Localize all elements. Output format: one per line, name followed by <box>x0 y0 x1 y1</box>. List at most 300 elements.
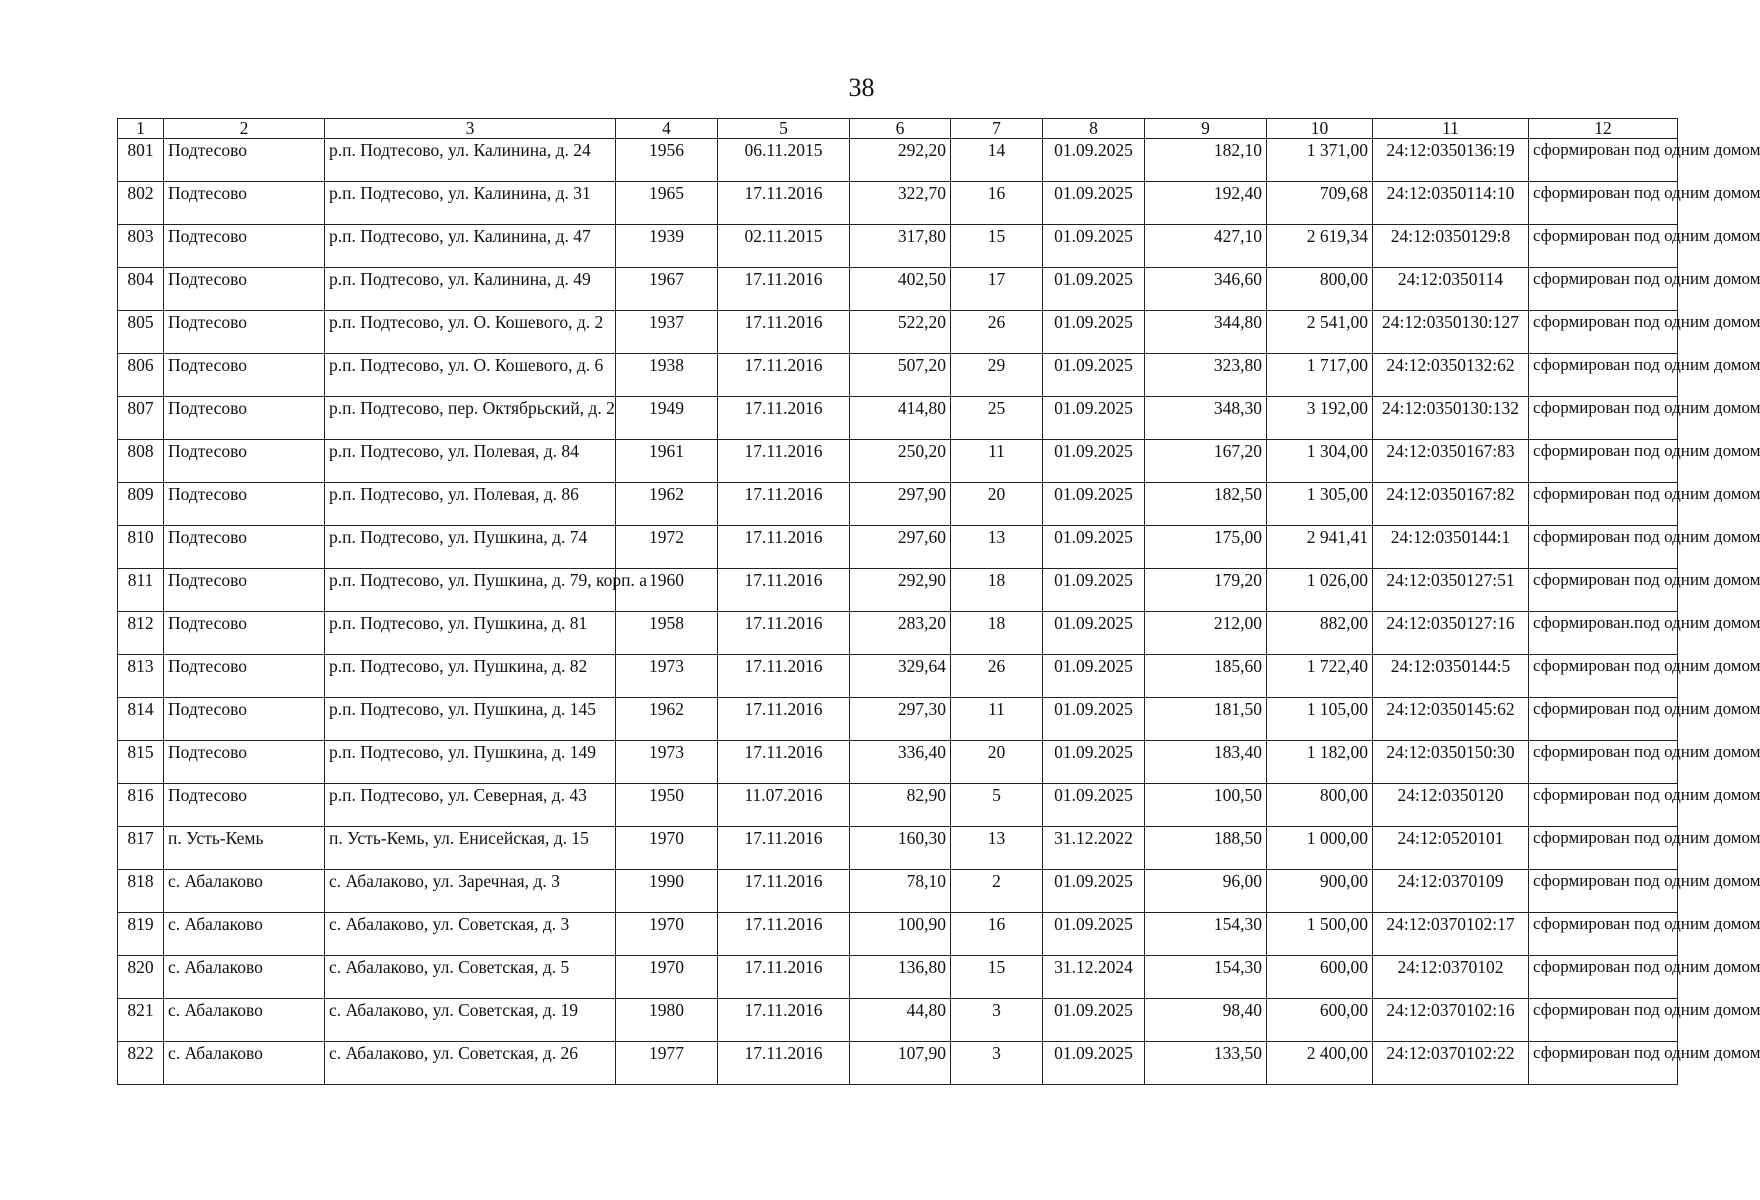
column-header: 8 <box>1043 119 1145 139</box>
land-status-cell: сформирован под одним домом <box>1529 741 1678 784</box>
year-built-cell: 1965 <box>616 182 718 225</box>
cadastral-number-cell: 24:12:0370109 <box>1373 870 1529 913</box>
address-cell: р.п. Подтесово, ул. Северная, д. 43 <box>325 784 616 827</box>
address-cell: п. Усть-Кемь, ул. Енисейская, д. 15 <box>325 827 616 870</box>
deadline-cell: 01.09.2025 <box>1043 1042 1145 1085</box>
cadastral-number-cell: 24:12:0350167:83 <box>1373 440 1529 483</box>
year-built-cell: 1977 <box>616 1042 718 1085</box>
residents-cell: 14 <box>951 139 1043 182</box>
address-cell: р.п. Подтесово, ул. О. Кошевого, д. 6 <box>325 354 616 397</box>
date-cell: 17.11.2016 <box>718 397 850 440</box>
settlement-cell: с. Абалаково <box>164 956 325 999</box>
cadastral-number-cell: 24:12:0350114:10 <box>1373 182 1529 225</box>
deadline-cell: 01.09.2025 <box>1043 913 1145 956</box>
settlement-cell: Подтесово <box>164 182 325 225</box>
settlement-cell: Подтесово <box>164 784 325 827</box>
land-status-cell: сформирован под одним домом <box>1529 440 1678 483</box>
cadastral-number-cell: 24:12:0520101 <box>1373 827 1529 870</box>
row-number-cell: 813 <box>118 655 164 698</box>
row-number-cell: 821 <box>118 999 164 1042</box>
table-row <box>118 139 1678 182</box>
row-number-cell: 816 <box>118 784 164 827</box>
column-header: 2 <box>164 119 325 139</box>
date-cell: 17.11.2016 <box>718 483 850 526</box>
column-header: 12 <box>1529 119 1678 139</box>
deadline-cell: 01.09.2025 <box>1043 354 1145 397</box>
cadastral-number-cell: 24:12:0350144:1 <box>1373 526 1529 569</box>
residents-cell: 11 <box>951 698 1043 741</box>
deadline-cell: 01.09.2025 <box>1043 139 1145 182</box>
cadastral-number-cell: 24:12:0350144:5 <box>1373 655 1529 698</box>
settlement-cell: Подтесово <box>164 612 325 655</box>
deadline-cell: 01.09.2025 <box>1043 612 1145 655</box>
residents-cell: 20 <box>951 741 1043 784</box>
settlement-cell: Подтесово <box>164 354 325 397</box>
land-status-cell: сформирован под одним домом <box>1529 526 1678 569</box>
settlement-cell: Подтесово <box>164 655 325 698</box>
value-9-cell: 192,40 <box>1145 182 1267 225</box>
value-10-cell: 900,00 <box>1267 870 1373 913</box>
table-row <box>118 526 1678 569</box>
date-cell: 17.11.2016 <box>718 569 850 612</box>
value-9-cell: 179,20 <box>1145 569 1267 612</box>
settlement-cell: Подтесово <box>164 440 325 483</box>
row-number-cell: 820 <box>118 956 164 999</box>
deadline-cell: 01.09.2025 <box>1043 440 1145 483</box>
value-9-cell: 100,50 <box>1145 784 1267 827</box>
residents-cell: 16 <box>951 913 1043 956</box>
value-10-cell: 3 192,00 <box>1267 397 1373 440</box>
deadline-cell: 01.09.2025 <box>1043 784 1145 827</box>
address-cell: р.п. Подтесово, ул. Калинина, д. 49 <box>325 268 616 311</box>
column-header: 9 <box>1145 119 1267 139</box>
address-cell: р.п. Подтесово, пер. Октябрьский, д. 2 <box>325 397 616 440</box>
value-9-cell: 182,10 <box>1145 139 1267 182</box>
column-header: 4 <box>616 119 718 139</box>
area-cell: 283,20 <box>850 612 951 655</box>
value-10-cell: 600,00 <box>1267 956 1373 999</box>
land-status-cell: сформирован под одним домом <box>1529 698 1678 741</box>
value-9-cell: 133,50 <box>1145 1042 1267 1085</box>
table-row <box>118 1042 1678 1085</box>
table-body <box>118 139 1760 1085</box>
residents-cell: 17 <box>951 268 1043 311</box>
area-cell: 329,64 <box>850 655 951 698</box>
value-10-cell: 2 941,41 <box>1267 526 1373 569</box>
value-9-cell: 188,50 <box>1145 827 1267 870</box>
address-cell: р.п. Подтесово, ул. О. Кошевого, д. 2 <box>325 311 616 354</box>
address-cell: р.п. Подтесово, ул. Пушкина, д. 82 <box>325 655 616 698</box>
year-built-cell: 1970 <box>616 956 718 999</box>
row-number-cell: 811 <box>118 569 164 612</box>
cadastral-number-cell: 24:12:0350127:16 <box>1373 612 1529 655</box>
residents-cell: 15 <box>951 956 1043 999</box>
table-row <box>118 827 1678 870</box>
deadline-cell: 31.12.2022 <box>1043 827 1145 870</box>
cadastral-number-cell: 24:12:0370102:17 <box>1373 913 1529 956</box>
cadastral-number-cell: 24:12:0350130:127 <box>1373 311 1529 354</box>
land-status-cell: сформирован под одним домом <box>1529 999 1678 1042</box>
row-number-cell: 801 <box>118 139 164 182</box>
settlement-cell: Подтесово <box>164 483 325 526</box>
value-10-cell: 1 717,00 <box>1267 354 1373 397</box>
area-cell: 292,20 <box>850 139 951 182</box>
residents-cell: 29 <box>951 354 1043 397</box>
date-cell: 17.11.2016 <box>718 698 850 741</box>
land-status-cell: сформирован.под одним домом <box>1529 612 1678 655</box>
cadastral-number-cell: 24:12:0350114 <box>1373 268 1529 311</box>
date-cell: 17.11.2016 <box>718 1042 850 1085</box>
land-status-cell: сформирован под одним домом <box>1529 870 1678 913</box>
value-9-cell: 185,60 <box>1145 655 1267 698</box>
value-9-cell: 344,80 <box>1145 311 1267 354</box>
date-cell: 06.11.2015 <box>718 139 850 182</box>
land-status-cell: сформирован под одним домом <box>1529 311 1678 354</box>
row-number-cell: 807 <box>118 397 164 440</box>
row-number-cell: 803 <box>118 225 164 268</box>
settlement-cell: Подтесово <box>164 139 325 182</box>
settlement-cell: с. Абалаково <box>164 870 325 913</box>
residents-cell: 26 <box>951 311 1043 354</box>
residents-cell: 2 <box>951 870 1043 913</box>
value-10-cell: 1 722,40 <box>1267 655 1373 698</box>
area-cell: 297,30 <box>850 698 951 741</box>
area-cell: 44,80 <box>850 999 951 1042</box>
table-row <box>118 440 1678 483</box>
date-cell: 17.11.2016 <box>718 182 850 225</box>
deadline-cell: 01.09.2025 <box>1043 311 1145 354</box>
column-header: 6 <box>850 119 951 139</box>
area-cell: 160,30 <box>850 827 951 870</box>
area-cell: 100,90 <box>850 913 951 956</box>
date-cell: 11.07.2016 <box>718 784 850 827</box>
row-number-cell: 812 <box>118 612 164 655</box>
cadastral-number-cell: 24:12:0370102 <box>1373 956 1529 999</box>
land-status-cell: сформирован под одним домом <box>1529 225 1678 268</box>
residents-cell: 25 <box>951 397 1043 440</box>
area-cell: 107,90 <box>850 1042 951 1085</box>
date-cell: 17.11.2016 <box>718 827 850 870</box>
settlement-cell: Подтесово <box>164 741 325 784</box>
value-10-cell: 1 000,00 <box>1267 827 1373 870</box>
value-9-cell: 427,10 <box>1145 225 1267 268</box>
land-status-cell: сформирован под одним домом <box>1529 956 1678 999</box>
residents-cell: 20 <box>951 483 1043 526</box>
land-status-cell: сформирован под одним домом <box>1529 913 1678 956</box>
land-status-cell: сформирован под одним домом <box>1529 354 1678 397</box>
address-cell: р.п. Подтесово, ул. Пушкина, д. 79, корп. а <box>325 569 616 612</box>
table-row <box>118 655 1678 698</box>
value-9-cell: 181,50 <box>1145 698 1267 741</box>
value-10-cell: 1 026,00 <box>1267 569 1373 612</box>
residents-cell: 13 <box>951 526 1043 569</box>
table-row <box>118 612 1678 655</box>
value-9-cell: 154,30 <box>1145 956 1267 999</box>
settlement-cell: Подтесово <box>164 311 325 354</box>
area-cell: 507,20 <box>850 354 951 397</box>
date-cell: 17.11.2016 <box>718 870 850 913</box>
deadline-cell: 31.12.2024 <box>1043 956 1145 999</box>
cadastral-number-cell: 24:12:0350127:51 <box>1373 569 1529 612</box>
value-10-cell: 1 500,00 <box>1267 913 1373 956</box>
residents-cell: 15 <box>951 225 1043 268</box>
table-row <box>118 182 1678 225</box>
year-built-cell: 1973 <box>616 741 718 784</box>
settlement-cell: с. Абалаково <box>164 1042 325 1085</box>
deadline-cell: 01.09.2025 <box>1043 268 1145 311</box>
year-built-cell: 1972 <box>616 526 718 569</box>
residents-cell: 3 <box>951 999 1043 1042</box>
year-built-cell: 1960 <box>616 569 718 612</box>
row-number-cell: 806 <box>118 354 164 397</box>
row-number-cell: 822 <box>118 1042 164 1085</box>
address-cell: с. Абалаково, ул. Советская, д. 19 <box>325 999 616 1042</box>
table-row <box>118 999 1678 1042</box>
date-cell: 17.11.2016 <box>718 311 850 354</box>
date-cell: 17.11.2016 <box>718 741 850 784</box>
deadline-cell: 01.09.2025 <box>1043 999 1145 1042</box>
row-number-cell: 814 <box>118 698 164 741</box>
table-row <box>118 698 1678 741</box>
value-10-cell: 800,00 <box>1267 268 1373 311</box>
date-cell: 17.11.2016 <box>718 655 850 698</box>
cadastral-number-cell: 24:12:0350132:62 <box>1373 354 1529 397</box>
value-10-cell: 1 371,00 <box>1267 139 1373 182</box>
settlement-cell: Подтесово <box>164 526 325 569</box>
table-row <box>118 311 1678 354</box>
cadastral-number-cell: 24:12:0350130:132 <box>1373 397 1529 440</box>
address-cell: р.п. Подтесово, ул. Калинина, д. 31 <box>325 182 616 225</box>
residents-cell: 18 <box>951 612 1043 655</box>
table-row <box>118 956 1678 999</box>
year-built-cell: 1956 <box>616 139 718 182</box>
date-cell: 17.11.2016 <box>718 612 850 655</box>
area-cell: 317,80 <box>850 225 951 268</box>
date-cell: 17.11.2016 <box>718 354 850 397</box>
settlement-cell: Подтесово <box>164 225 325 268</box>
value-9-cell: 98,40 <box>1145 999 1267 1042</box>
year-built-cell: 1970 <box>616 913 718 956</box>
settlement-cell: Подтесово <box>164 698 325 741</box>
value-10-cell: 709,68 <box>1267 182 1373 225</box>
page-number: 38 <box>848 73 875 102</box>
residents-cell: 16 <box>951 182 1043 225</box>
value-9-cell: 167,20 <box>1145 440 1267 483</box>
table-row <box>118 225 1678 268</box>
year-built-cell: 1962 <box>616 698 718 741</box>
table-row <box>118 870 1678 913</box>
cadastral-number-cell: 24:12:0350129:8 <box>1373 225 1529 268</box>
address-cell: р.п. Подтесово, ул. Пушкина, д. 81 <box>325 612 616 655</box>
row-number-cell: 817 <box>118 827 164 870</box>
area-cell: 414,80 <box>850 397 951 440</box>
address-cell: р.п. Подтесово, ул. Калинина, д. 24 <box>325 139 616 182</box>
residents-cell: 3 <box>951 1042 1043 1085</box>
table-row <box>118 569 1678 612</box>
year-built-cell: 1949 <box>616 397 718 440</box>
row-number-cell: 815 <box>118 741 164 784</box>
area-cell: 336,40 <box>850 741 951 784</box>
date-cell: 17.11.2016 <box>718 440 850 483</box>
settlement-cell: п. Усть-Кемь <box>164 827 325 870</box>
date-cell: 17.11.2016 <box>718 999 850 1042</box>
value-10-cell: 800,00 <box>1267 784 1373 827</box>
address-cell: с. Абалаково, ул. Советская, д. 26 <box>325 1042 616 1085</box>
value-9-cell: 175,00 <box>1145 526 1267 569</box>
row-number-cell: 810 <box>118 526 164 569</box>
address-cell: р.п. Подтесово, ул. Полевая, д. 84 <box>325 440 616 483</box>
value-10-cell: 882,00 <box>1267 612 1373 655</box>
residents-cell: 18 <box>951 569 1043 612</box>
table-row <box>118 354 1678 397</box>
deadline-cell: 01.09.2025 <box>1043 655 1145 698</box>
cadastral-number-cell: 24:12:0350145:62 <box>1373 698 1529 741</box>
housing-registry-table <box>117 118 1760 1085</box>
value-10-cell: 2 541,00 <box>1267 311 1373 354</box>
address-cell: р.п. Подтесово, ул. Полевая, д. 86 <box>325 483 616 526</box>
year-built-cell: 1950 <box>616 784 718 827</box>
deadline-cell: 01.09.2025 <box>1043 741 1145 784</box>
table-row <box>118 483 1678 526</box>
row-number-cell: 818 <box>118 870 164 913</box>
date-cell: 17.11.2016 <box>718 956 850 999</box>
area-cell: 78,10 <box>850 870 951 913</box>
value-9-cell: 348,30 <box>1145 397 1267 440</box>
area-cell: 402,50 <box>850 268 951 311</box>
row-number-cell: 809 <box>118 483 164 526</box>
settlement-cell: Подтесово <box>164 569 325 612</box>
area-cell: 297,60 <box>850 526 951 569</box>
value-10-cell: 1 305,00 <box>1267 483 1373 526</box>
residents-cell: 26 <box>951 655 1043 698</box>
year-built-cell: 1973 <box>616 655 718 698</box>
value-10-cell: 600,00 <box>1267 999 1373 1042</box>
residents-cell: 11 <box>951 440 1043 483</box>
address-cell: с. Абалаково, ул. Советская, д. 5 <box>325 956 616 999</box>
deadline-cell: 01.09.2025 <box>1043 397 1145 440</box>
row-number-cell: 804 <box>118 268 164 311</box>
date-cell: 17.11.2016 <box>718 268 850 311</box>
land-status-cell: сформирован под одним домом <box>1529 784 1678 827</box>
year-built-cell: 1939 <box>616 225 718 268</box>
area-cell: 82,90 <box>850 784 951 827</box>
table-row <box>118 913 1678 956</box>
column-header: 3 <box>325 119 616 139</box>
header-row <box>118 119 1678 139</box>
value-9-cell: 346,60 <box>1145 268 1267 311</box>
cadastral-number-cell: 24:12:0350136:19 <box>1373 139 1529 182</box>
date-cell: 17.11.2016 <box>718 913 850 956</box>
cadastral-number-cell: 24:12:0370102:22 <box>1373 1042 1529 1085</box>
column-header: 5 <box>718 119 850 139</box>
year-built-cell: 1962 <box>616 483 718 526</box>
land-status-cell: сформирован под одним домом <box>1529 139 1678 182</box>
value-10-cell: 2 400,00 <box>1267 1042 1373 1085</box>
cadastral-number-cell: 24:12:0370102:16 <box>1373 999 1529 1042</box>
year-built-cell: 1967 <box>616 268 718 311</box>
land-status-cell: сформирован под одним домом <box>1529 655 1678 698</box>
year-built-cell: 1990 <box>616 870 718 913</box>
year-built-cell: 1961 <box>616 440 718 483</box>
column-header: 7 <box>951 119 1043 139</box>
value-10-cell: 2 619,34 <box>1267 225 1373 268</box>
row-number-cell: 802 <box>118 182 164 225</box>
deadline-cell: 01.09.2025 <box>1043 225 1145 268</box>
deadline-cell: 01.09.2025 <box>1043 698 1145 741</box>
cadastral-number-cell: 24:12:0350167:82 <box>1373 483 1529 526</box>
deadline-cell: 01.09.2025 <box>1043 569 1145 612</box>
value-10-cell: 1 182,00 <box>1267 741 1373 784</box>
row-number-cell: 808 <box>118 440 164 483</box>
row-number-cell: 805 <box>118 311 164 354</box>
area-cell: 136,80 <box>850 956 951 999</box>
address-cell: р.п. Подтесово, ул. Пушкина, д. 149 <box>325 741 616 784</box>
column-header: 11 <box>1373 119 1529 139</box>
settlement-cell: с. Абалаково <box>164 999 325 1042</box>
value-9-cell: 323,80 <box>1145 354 1267 397</box>
residents-cell: 13 <box>951 827 1043 870</box>
address-cell: р.п. Подтесово, ул. Калинина, д. 47 <box>325 225 616 268</box>
cadastral-number-cell: 24:12:0350120 <box>1373 784 1529 827</box>
value-9-cell: 212,00 <box>1145 612 1267 655</box>
table-row <box>118 741 1678 784</box>
deadline-cell: 01.09.2025 <box>1043 870 1145 913</box>
deadline-cell: 01.09.2025 <box>1043 182 1145 225</box>
value-10-cell: 1 105,00 <box>1267 698 1373 741</box>
year-built-cell: 1938 <box>616 354 718 397</box>
deadline-cell: 01.09.2025 <box>1043 483 1145 526</box>
value-9-cell: 183,40 <box>1145 741 1267 784</box>
residents-cell: 5 <box>951 784 1043 827</box>
date-cell: 02.11.2015 <box>718 225 850 268</box>
value-9-cell: 96,00 <box>1145 870 1267 913</box>
table-row <box>118 397 1678 440</box>
year-built-cell: 1970 <box>616 827 718 870</box>
deadline-cell: 01.09.2025 <box>1043 526 1145 569</box>
address-cell: р.п. Подтесово, ул. Пушкина, д. 74 <box>325 526 616 569</box>
value-9-cell: 154,30 <box>1145 913 1267 956</box>
area-cell: 250,20 <box>850 440 951 483</box>
address-cell: р.п. Подтесово, ул. Пушкина, д. 145 <box>325 698 616 741</box>
date-cell: 17.11.2016 <box>718 526 850 569</box>
address-cell: с. Абалаково, ул. Заречная, д. 3 <box>325 870 616 913</box>
year-built-cell: 1958 <box>616 612 718 655</box>
land-status-cell: сформирован под одним домом <box>1529 182 1678 225</box>
column-header: 10 <box>1267 119 1373 139</box>
area-cell: 297,90 <box>850 483 951 526</box>
value-9-cell: 182,50 <box>1145 483 1267 526</box>
value-10-cell: 1 304,00 <box>1267 440 1373 483</box>
area-cell: 322,70 <box>850 182 951 225</box>
year-built-cell: 1937 <box>616 311 718 354</box>
table-row <box>118 268 1678 311</box>
land-status-cell: сформирован под одним домом <box>1529 1042 1678 1085</box>
year-built-cell: 1980 <box>616 999 718 1042</box>
land-status-cell: сформирован под одним домом <box>1529 827 1678 870</box>
land-status-cell: сформирован под одним домом <box>1529 397 1678 440</box>
table-row <box>118 784 1678 827</box>
row-number-cell: 819 <box>118 913 164 956</box>
settlement-cell: Подтесово <box>164 268 325 311</box>
address-cell: с. Абалаково, ул. Советская, д. 3 <box>325 913 616 956</box>
area-cell: 522,20 <box>850 311 951 354</box>
area-cell: 292,90 <box>850 569 951 612</box>
settlement-cell: с. Абалаково <box>164 913 325 956</box>
settlement-cell: Подтесово <box>164 397 325 440</box>
column-header: 1 <box>118 119 164 139</box>
cadastral-number-cell: 24:12:0350150:30 <box>1373 741 1529 784</box>
land-status-cell: сформирован под одним домом <box>1529 268 1678 311</box>
